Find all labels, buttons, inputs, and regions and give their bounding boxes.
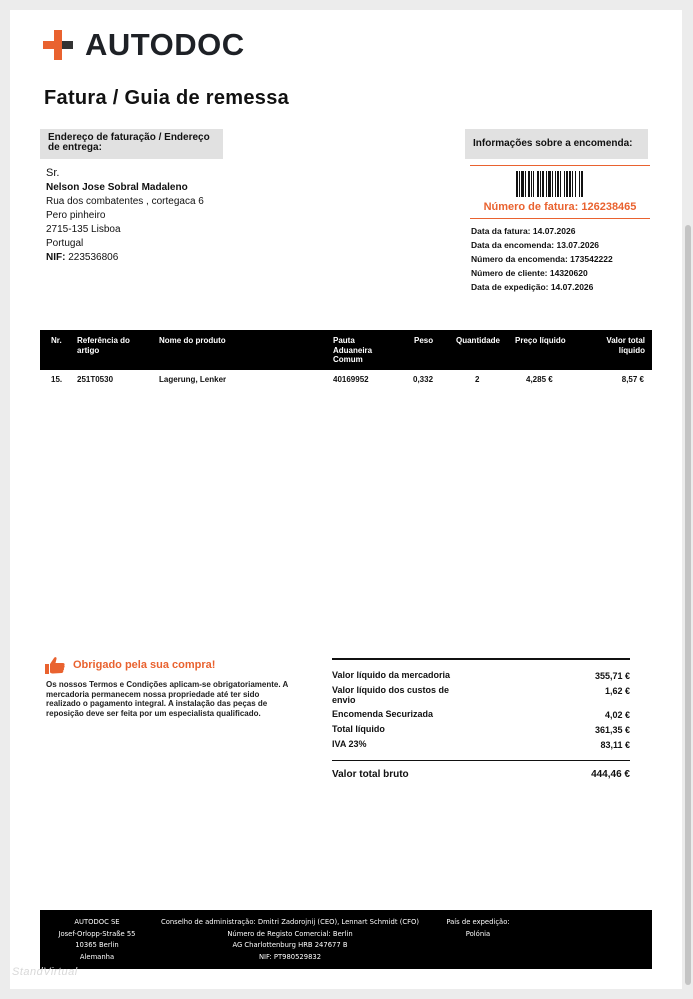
goods-label: Valor líquido da mercadoria [332, 670, 451, 680]
thanks-title: Obrigado pela sua compra! [73, 659, 216, 671]
col-net-price: Preço líquido [515, 336, 566, 345]
row-weight: 0,332 [413, 375, 434, 384]
secured-label: Encomenda Securizada [332, 709, 434, 719]
net-total-value: 361,35 € [594, 725, 630, 735]
shipping-date: Data de expedição: 14.07.2026 [471, 282, 594, 292]
col-quantity: Quantidade [456, 336, 501, 345]
net-total-label: Total líquido [332, 724, 385, 734]
col-nr: Nr. [51, 336, 62, 345]
order-info-list [471, 224, 613, 294]
orange-divider [470, 165, 650, 166]
address-country: Portugal [46, 238, 84, 249]
logo-text: AUTODOC [85, 27, 245, 62]
row-tariff: 40169952 [333, 375, 369, 384]
col-tariff: Pauta Aduaneira Comum [333, 336, 373, 364]
document-title: Fatura / Guia de remessa [44, 87, 290, 109]
billing-address [46, 166, 204, 265]
nif-label: NIF: [46, 252, 66, 263]
nif-line [46, 251, 204, 265]
invoice-number: Número de fatura: 126238465 [483, 201, 637, 213]
orange-divider [470, 218, 650, 219]
goods-value: 355,71 € [594, 671, 630, 681]
watermark: StandVirtual [12, 966, 78, 978]
shipping-cost-value: 1,62 € [604, 686, 630, 696]
row-total: 8,57 € [621, 375, 644, 384]
totals-top-rule [332, 658, 630, 660]
scrollbar[interactable] [685, 225, 691, 985]
secured-value: 4,02 € [604, 710, 630, 720]
row-net-price: 4,285 € [526, 375, 553, 384]
customer-number: Número de cliente: 14320620 [471, 268, 588, 278]
nif-value: 223536806 [68, 252, 119, 263]
row-quantity: 2 [475, 375, 480, 384]
footer-shipping-country: País de expedição: Polónia [446, 918, 510, 938]
barcode-icon [516, 171, 600, 197]
row-reference: 251T0530 [77, 375, 114, 384]
autodoc-logo [43, 27, 245, 62]
row-product: Lagerung, Lenker [159, 375, 227, 384]
order-date: Data da encomenda: 13.07.2026 [471, 240, 600, 250]
order-info-heading: Informações sobre a encomenda: [465, 129, 648, 159]
row-nr: 15. [51, 375, 63, 384]
shipping-cost-label: Valor líquido dos custos de envio [332, 685, 450, 705]
items-table-header [40, 330, 652, 370]
footer-company: AUTODOC SE Josef-Orlopp-Straße 55 10365 Berlin Alemanha [58, 918, 136, 961]
invoice-page [10, 10, 682, 989]
address-street: Rua dos combatentes , cortegaca 6 [46, 196, 204, 207]
vat-label: IVA 23% [332, 739, 367, 749]
gross-total-value: 444,46 € [591, 769, 630, 780]
vat-value: 83,11 € [600, 740, 630, 750]
logo-cross-icon [43, 30, 73, 60]
address-locality: Pero pinheiro [46, 210, 106, 221]
totals-rule [332, 760, 630, 761]
salutation: Sr. [46, 167, 60, 179]
order-number: Número da encomenda: 173542222 [471, 254, 613, 264]
invoice-date: Data da fatura: 14.07.2026 [471, 226, 576, 236]
terms-notice: Os nossos Termos e Condições aplicam-se obrigatoriamente. A mercadoria permanecem nossa propriedade até ter sido realizado o pagamento integral. A instalação das peças de reposição deve ser feita por um especialista qualificado. [46, 680, 288, 718]
billing-address-heading: Endereço de faturação / Endereço de entrega: [40, 129, 223, 159]
table-row [40, 370, 652, 390]
address-postal: 2715-135 Lisboa [46, 224, 121, 235]
gross-total-label: Valor total bruto [332, 769, 409, 780]
col-reference: Referência do artigo [77, 336, 130, 355]
col-weight: Peso [414, 336, 434, 345]
customer-name: Nelson Jose Sobral Madaleno [46, 182, 188, 193]
col-total: Valor total líquido [606, 336, 645, 355]
col-product: Nome do produto [159, 336, 226, 345]
thumbs-up-icon [45, 656, 65, 675]
footer [40, 910, 652, 969]
footer-board: Conselho de administração: Dmitri Zadorojnij (CEO), Lennart Schmidt (CFO) Número de Registo Comercial: Berlin AG Charlottenburg HRB 247677 B NIF: PT980529832 [160, 918, 420, 961]
